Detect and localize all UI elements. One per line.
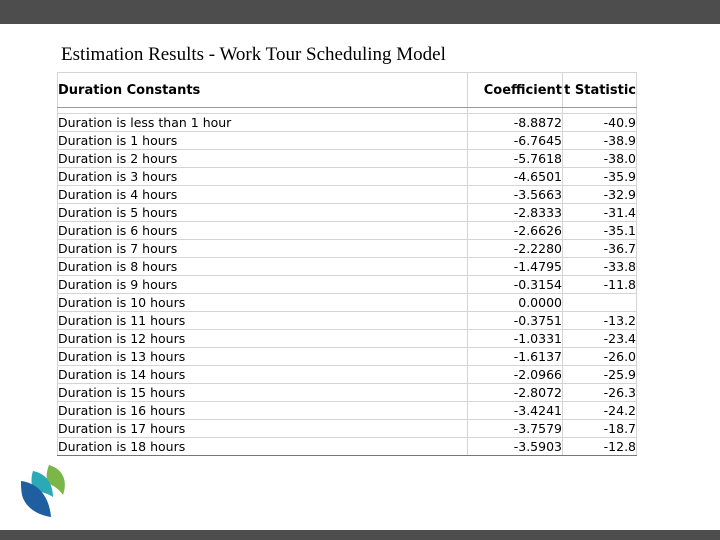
cell-duration-label: Duration is less than 1 hour (58, 114, 468, 132)
cell-tstat: -25.9 (563, 366, 637, 384)
company-logo (19, 459, 71, 519)
cell-tstat: -31.4 (563, 204, 637, 222)
cell-tstat: -33.8 (563, 258, 637, 276)
cell-coefficient: -3.5903 (468, 438, 563, 456)
cell-tstat: -26.3 (563, 384, 637, 402)
table-row (58, 132, 637, 150)
table-row (58, 114, 637, 132)
table-row (58, 258, 637, 276)
cell-duration-label: Duration is 7 hours (58, 240, 468, 258)
cell-coefficient: -2.0966 (468, 366, 563, 384)
cell-duration-label: Duration is 16 hours (58, 402, 468, 420)
cell-coefficient: -1.0331 (468, 330, 563, 348)
cell-coefficient: -6.7645 (468, 132, 563, 150)
cell-tstat: -18.7 (563, 420, 637, 438)
table-row (58, 312, 637, 330)
table-row (58, 384, 637, 402)
cell-tstat: -35.1 (563, 222, 637, 240)
header-t-statistic: t Statistic (563, 73, 637, 108)
cell-duration-label: Duration is 14 hours (58, 366, 468, 384)
cell-duration-label: Duration is 12 hours (58, 330, 468, 348)
cell-coefficient: -0.3154 (468, 276, 563, 294)
cell-tstat: -35.9 (563, 168, 637, 186)
cell-tstat: -32.9 (563, 186, 637, 204)
results-table (57, 72, 637, 456)
cell-coefficient: -3.5663 (468, 186, 563, 204)
table-row (58, 276, 637, 294)
table-row (58, 294, 637, 312)
table-row (58, 402, 637, 420)
cell-duration-label: Duration is 13 hours (58, 348, 468, 366)
table-row (58, 348, 637, 366)
cell-tstat: -11.8 (563, 276, 637, 294)
cell-duration-label: Duration is 17 hours (58, 420, 468, 438)
cell-coefficient: -3.4241 (468, 402, 563, 420)
cell-tstat: -23.4 (563, 330, 637, 348)
cell-coefficient: -8.8872 (468, 114, 563, 132)
header-duration-constants: Duration Constants (58, 73, 468, 108)
table-row (58, 204, 637, 222)
cell-coefficient: -1.4795 (468, 258, 563, 276)
cell-duration-label: Duration is 4 hours (58, 186, 468, 204)
cell-duration-label: Duration is 15 hours (58, 384, 468, 402)
table-row (58, 366, 637, 384)
table-row (58, 438, 637, 456)
table-header-row (58, 73, 637, 108)
cell-coefficient: -2.6626 (468, 222, 563, 240)
top-bar (0, 0, 720, 24)
cell-coefficient: 0.0000 (468, 294, 563, 312)
cell-coefficient: -2.8333 (468, 204, 563, 222)
cell-tstat: -38.0 (563, 150, 637, 168)
table-row (58, 186, 637, 204)
cell-coefficient: -2.8072 (468, 384, 563, 402)
cell-tstat: -13.2 (563, 312, 637, 330)
cell-tstat (563, 294, 637, 312)
bottom-bar (0, 530, 720, 540)
cell-coefficient: -5.7618 (468, 150, 563, 168)
cell-duration-label: Duration is 2 hours (58, 150, 468, 168)
table-row (58, 168, 637, 186)
cell-duration-label: Duration is 6 hours (58, 222, 468, 240)
cell-coefficient: -0.3751 (468, 312, 563, 330)
table-row (58, 330, 637, 348)
cell-duration-label: Duration is 1 hours (58, 132, 468, 150)
cell-duration-label: Duration is 10 hours (58, 294, 468, 312)
cell-duration-label: Duration is 9 hours (58, 276, 468, 294)
cell-duration-label: Duration is 3 hours (58, 168, 468, 186)
cell-coefficient: -3.7579 (468, 420, 563, 438)
cell-tstat: -24.2 (563, 402, 637, 420)
cell-coefficient: -2.2280 (468, 240, 563, 258)
cell-tstat: -12.8 (563, 438, 637, 456)
cell-tstat: -26.0 (563, 348, 637, 366)
cell-duration-label: Duration is 11 hours (58, 312, 468, 330)
table-row (58, 240, 637, 258)
cell-duration-label: Duration is 18 hours (58, 438, 468, 456)
header-coefficient: Coefficient (468, 73, 563, 108)
cell-tstat: -40.9 (563, 114, 637, 132)
table-row (58, 150, 637, 168)
cell-tstat: -38.9 (563, 132, 637, 150)
cell-tstat: -36.7 (563, 240, 637, 258)
table-body (58, 108, 637, 456)
cell-coefficient: -4.6501 (468, 168, 563, 186)
table-row (58, 222, 637, 240)
slide-title: Estimation Results - Work Tour Scheduling Model (61, 44, 446, 65)
table-row (58, 420, 637, 438)
cell-coefficient: -1.6137 (468, 348, 563, 366)
cell-duration-label: Duration is 8 hours (58, 258, 468, 276)
cell-duration-label: Duration is 5 hours (58, 204, 468, 222)
